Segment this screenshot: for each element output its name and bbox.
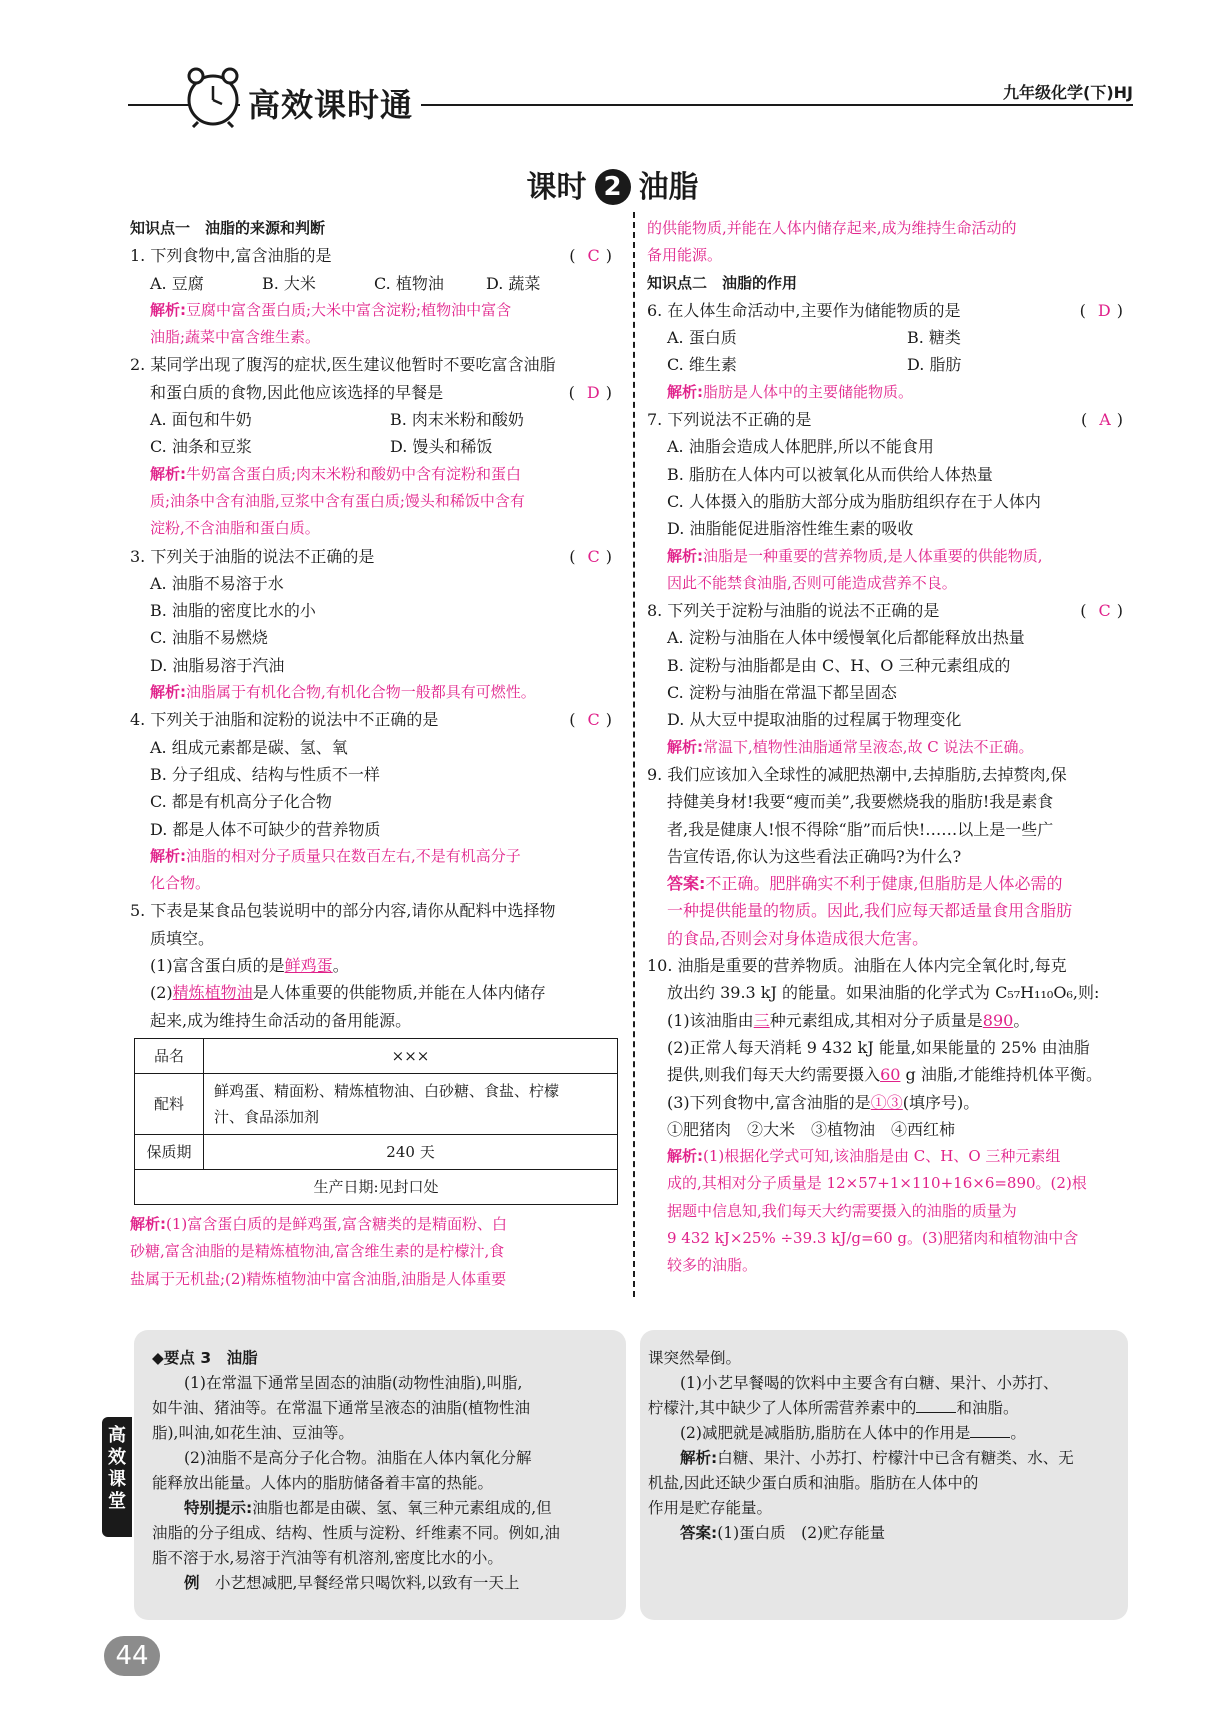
- q2-explanation: 淀粉,不含油脂和蛋白质。: [150, 519, 320, 538]
- q9-answer: 答案:不正确。肥胖确实不利于健康,但脂肪是人体必需的: [667, 874, 1063, 894]
- q4-answer: ( C ): [569, 710, 618, 730]
- q7-answer: ( A ): [1080, 410, 1129, 430]
- q6-options: A. 蛋白质 B. 糖类: [667, 328, 961, 348]
- q8-option: A. 淀粉与油脂在人体中缓慢氧化后都能释放出热量: [667, 628, 1025, 648]
- q10-stem: 10. 油脂是重要的营养物质。油脂在人体内完全氧化时,每克: [647, 956, 1067, 976]
- q10-part2: (2)正常人每天消耗 9 432 kJ 能量,如果能量的 25% 由油脂: [667, 1037, 1090, 1057]
- key-point-content: ◆要点 3 油脂 (1)在常温下通常呈固态的油脂(动物性油脂),叫脂, 如牛油、猪油等。在常温下通常呈液态的油脂(植物性油 脂),叫油,如花生油、豆油等。 (2)油脂不是高分子化合物。油脂在人体内氧化分解 能释放出能量。人体内的脂肪储备着丰富的热能。 特别提示:油脂也都是由碳、氢、氧三种元素组成的,但 油脂的分子组成、结构、性质与淀粉、纤维素不同。例如,油 脂不溶于水,易溶于汽油等有机溶剂,密度比水的小。 例 小艺想减肥,早餐经常只喝饮料,以致有一天上: [152, 1346, 612, 1596]
- section-heading-2: 知识点二 油脂的作用: [647, 273, 798, 292]
- q4-option: B. 分子组成、结构与性质不一样: [150, 764, 380, 784]
- q5-part1-answer: 鲜鸡蛋: [284, 956, 333, 976]
- q4-stem: 4. 下列关于油脂和淀粉的说法中不正确的是 ( C ): [130, 706, 618, 733]
- book-title: 九年级化学(下)HJ: [995, 80, 1133, 103]
- q6-explanation: 解析:脂肪是人体中的主要储能物质。: [667, 382, 914, 401]
- q3-stem: 3. 下列关于油脂的说法不正确的是 ( C ): [130, 543, 618, 570]
- alarm-clock-icon: [182, 64, 244, 128]
- q6-stem: 6. 在人体生命活动中,主要作为储能物质的是 ( D ): [647, 297, 1129, 324]
- q2-explanation: 质;油条中含有油脂,豆浆中含有蛋白质;馒头和稀饭中含有: [150, 491, 525, 510]
- lesson-title: [0, 162, 1225, 206]
- q3-option: B. 油脂的密度比水的小: [150, 601, 316, 621]
- q7-explanation: 解析:油脂是一种重要的营养物质,是人体重要的供能物质,: [667, 546, 1043, 565]
- lesson-prefix: 课时: [526, 170, 587, 205]
- q3-option: A. 油脂不易溶于水: [150, 573, 284, 593]
- q9-stem: 持健美身材!我要“瘦而美”,我要燃烧我的脂肪!我是素食: [667, 792, 1054, 812]
- q2-options: C. 油条和豆浆 D. 馒头和稀饭: [150, 437, 493, 457]
- q7-option: A. 油脂会造成人体肥胖,所以不能食用: [667, 437, 934, 457]
- page-number: 44: [104, 1636, 160, 1676]
- q10-explanation: 成的,其相对分子质量是 12×57+1×110+16×6=890。(2)根: [667, 1174, 1087, 1193]
- q8-option: D. 从大豆中提取油脂的过程属于物理变化: [667, 710, 962, 730]
- q10-part2-answer: 60: [880, 1065, 901, 1085]
- q3-answer: ( C ): [569, 546, 618, 566]
- key-point-box-left: [134, 1330, 626, 1620]
- q8-option: B. 淀粉与油脂都是由 C、H、O 三种元素组成的: [667, 655, 1011, 675]
- ingredient-table: [134, 1038, 618, 1205]
- logo-text: 高效课时通: [240, 80, 421, 126]
- q5-stem: 5. 下表是某食品包装说明中的部分内容,请你从配料中选择物: [130, 901, 556, 921]
- q3-explanation: 解析:油脂属于有机化合物,有机化合物一般都具有可燃性。: [150, 683, 536, 702]
- q1-answer: ( C ): [569, 246, 618, 266]
- table-footer: 生产日期:见封口处: [135, 1169, 618, 1204]
- q5-stem: 质填空。: [150, 928, 215, 948]
- lesson-name: 油脂: [638, 170, 699, 205]
- q5-explanation: 盐属于无机盐;(2)精炼植物油中富含油脂,油脂是人体重要: [130, 1269, 507, 1288]
- q3-option: C. 油脂不易燃烧: [150, 628, 268, 648]
- table-value: ×××: [204, 1038, 618, 1073]
- q5-part2: 起来,成为维持生命活动的备用能源。: [150, 1010, 412, 1030]
- right-column: [647, 215, 1129, 1280]
- q8-explanation: 解析:常温下,植物性油脂通常呈液态,故 C 说法不正确。: [667, 737, 1034, 756]
- q4-explanation: 解析:油脂的相对分子质量只在数百左右,不是有机高分子: [150, 846, 521, 865]
- key-point-box-right: [640, 1330, 1128, 1620]
- q2-options: A. 面包和牛奶 B. 肉末米粉和酸奶: [150, 410, 524, 430]
- q6-options: C. 维生素 D. 脂肪: [667, 355, 962, 375]
- q10-part1-answer-b: 890: [982, 1010, 1014, 1030]
- q10-part3-options: ①肥猪肉 ②大米 ③植物油 ④西红柿: [667, 1119, 956, 1139]
- example-explanation: 解析:白糖、果汁、小苏打、柠檬汁中已含有糖类、水、无: [680, 1449, 1074, 1467]
- table-key: 配料: [135, 1073, 204, 1134]
- q4-explanation: 化合物。: [150, 874, 211, 893]
- q10-explanation: 解析:(1)根据化学式可知,该油脂是由 C、H、O 三种元素组: [667, 1147, 1061, 1166]
- example: 例 小艺想减肥,早餐经常只喝饮料,以致有一天上: [184, 1574, 520, 1592]
- q7-option: C. 人体摄入的脂肪大部分成为脂肪组织存在于人体内: [667, 491, 1041, 511]
- q4-option: A. 组成元素都是碳、氢、氧: [150, 737, 348, 757]
- q10-part3-answer: ①③: [870, 1092, 903, 1112]
- q2-answer: ( D ): [568, 382, 618, 402]
- q5-explanation-continued: 备用能源。: [647, 246, 723, 265]
- q5-explanation: 解析:(1)富含蛋白质的是鲜鸡蛋,富含糖类的是精面粉、白: [130, 1214, 508, 1233]
- q9-stem: 告宣传语,你认为这些看法正确吗?为什么?: [667, 846, 962, 866]
- q4-option: D. 都是人体不可缺少的营养物质: [150, 819, 381, 839]
- q7-stem: 7. 下列说法不正确的是 ( A ): [647, 406, 1129, 433]
- q1-explanation: 解析:豆腐中富含蛋白质;大米中富含淀粉;植物油中富含: [150, 300, 512, 319]
- q8-stem: 8. 下列关于淀粉与油脂的说法不正确的是 ( C ): [647, 597, 1129, 624]
- q6-answer: ( D ): [1079, 300, 1129, 320]
- q5-part1: (1)富含蛋白质的是鲜鸡蛋。: [150, 956, 349, 976]
- left-column: [130, 215, 618, 1293]
- q7-explanation: 因此不能禁食油脂,否则可能造成营养不良。: [667, 573, 957, 592]
- example-content: 课突然晕倒。 (1)小艺早餐喝的饮料中主要含有白糖、果汁、小苏打、 柠檬汁,其中缺少了人体所需营养素中的 和油脂。 (2)减肥就是减脂肪,脂肪在人体中的作用是 。 解析:白糖、果汁、小苏打、柠檬汁中已含有糖类、水、无 机盐,因此还缺少蛋白质和油脂。脂肪在人体中的 作用是贮存能量。 答案:(1)蛋白质 (2)贮存能量: [648, 1346, 1118, 1546]
- q10-part1-answer-a: 三: [753, 1010, 770, 1030]
- side-tab-label: 高效课堂: [102, 1417, 132, 1537]
- q1-stem: 1. 下列食物中,富含油脂的是 ( C ): [130, 242, 618, 269]
- q2-stem: 和蛋白质的食物,因此他应该选择的早餐是 ( D ): [130, 379, 618, 406]
- q7-option: D. 油脂能促进脂溶性维生素的吸收: [667, 519, 914, 539]
- q5-explanation: 砂糖,富含油脂的是精炼植物油,富含维生素的是柠檬汁,食: [130, 1242, 505, 1261]
- q10-explanation: 据题中信息知,我们每天大约需要摄入的油脂的质量为: [667, 1201, 1017, 1220]
- lesson-number-badge: 2: [595, 169, 631, 205]
- q5-explanation-continued: 的供能物质,并能在人体内储存起来,成为维持生命活动的: [647, 219, 1017, 237]
- q5-part2: (2)精炼植物油是人体重要的供能物质,并能在人体内储存: [150, 983, 546, 1003]
- column-divider: [633, 212, 635, 1297]
- fill-blank: [970, 1421, 1010, 1438]
- q10-stem: 放出约 39.3 kJ 的能量。如果油脂的化学式为 C₅₇H₁₁₀O₆,则:: [667, 983, 1100, 1003]
- q10-part2: 提供,则我们每天大约需要摄入60 g 油脂,才能维持机体平衡。: [667, 1065, 1102, 1085]
- table-value: 240 天: [204, 1134, 618, 1169]
- table-value: 鲜鸡蛋、精面粉、精炼植物油、白砂糖、食盐、柠檬 汁、食品添加剂: [204, 1073, 618, 1134]
- q2-explanation: 解析:牛奶富含蛋白质;肉末米粉和酸奶中含有淀粉和蛋白: [150, 464, 522, 483]
- q3-option: D. 油脂易溶于汽油: [150, 655, 285, 675]
- fill-blank: [916, 1396, 956, 1413]
- q9-answer: 的食品,否则会对身体造成很大危害。: [667, 928, 929, 948]
- q1-explanation: 油脂;蔬菜中富含维生素。: [150, 328, 321, 347]
- q7-option: B. 脂肪在人体内可以被氧化从而供给人体热量: [667, 464, 993, 484]
- q4-option: C. 都是有机高分子化合物: [150, 792, 332, 812]
- q10-part3: (3)下列食物中,富含油脂的是①③(填序号)。: [667, 1092, 980, 1112]
- key-point-title: ◆要点 3 油脂: [152, 1349, 258, 1367]
- q10-explanation: 较多的油脂。: [667, 1256, 758, 1275]
- q5-part2-answer: 精炼植物油: [172, 983, 253, 1003]
- table-key: 保质期: [135, 1134, 204, 1169]
- q10-part1: (1)该油脂由三种元素组成,其相对分子质量是890。: [667, 1010, 1030, 1030]
- q1-options: A. 豆腐 B. 大米 C. 植物油 D. 蔬菜: [150, 273, 541, 293]
- q9-stem: 者,我是健康人!恨不得除“脂”而后快!……以上是一些广: [667, 819, 1054, 839]
- example-answer: 答案:(1)蛋白质 (2)贮存能量: [680, 1524, 886, 1542]
- q2-stem: 2. 某同学出现了腹泻的症状,医生建议他暂时不要吃富含油脂: [130, 355, 556, 375]
- section-heading-1: 知识点一 油脂的来源和判断: [130, 219, 326, 237]
- special-tip: 特别提示:油脂也都是由碳、氢、氧三种元素组成的,但: [184, 1499, 552, 1517]
- q10-explanation: 9 432 kJ×25% ÷39.3 kJ/g=60 g。(3)肥猪肉和植物油中含: [667, 1228, 1079, 1247]
- q8-answer: ( C ): [1080, 601, 1129, 621]
- q9-stem: 9. 我们应该加入全球性的减肥热潮中,去掉脂肪,去掉赘肉,保: [647, 764, 1067, 784]
- table-key: 品名: [135, 1038, 204, 1073]
- q8-option: C. 淀粉与油脂在常温下都呈固态: [667, 683, 897, 703]
- q9-answer: 一种提供能量的物质。因此,我们应每天都适量食用含脂肪: [667, 901, 1073, 921]
